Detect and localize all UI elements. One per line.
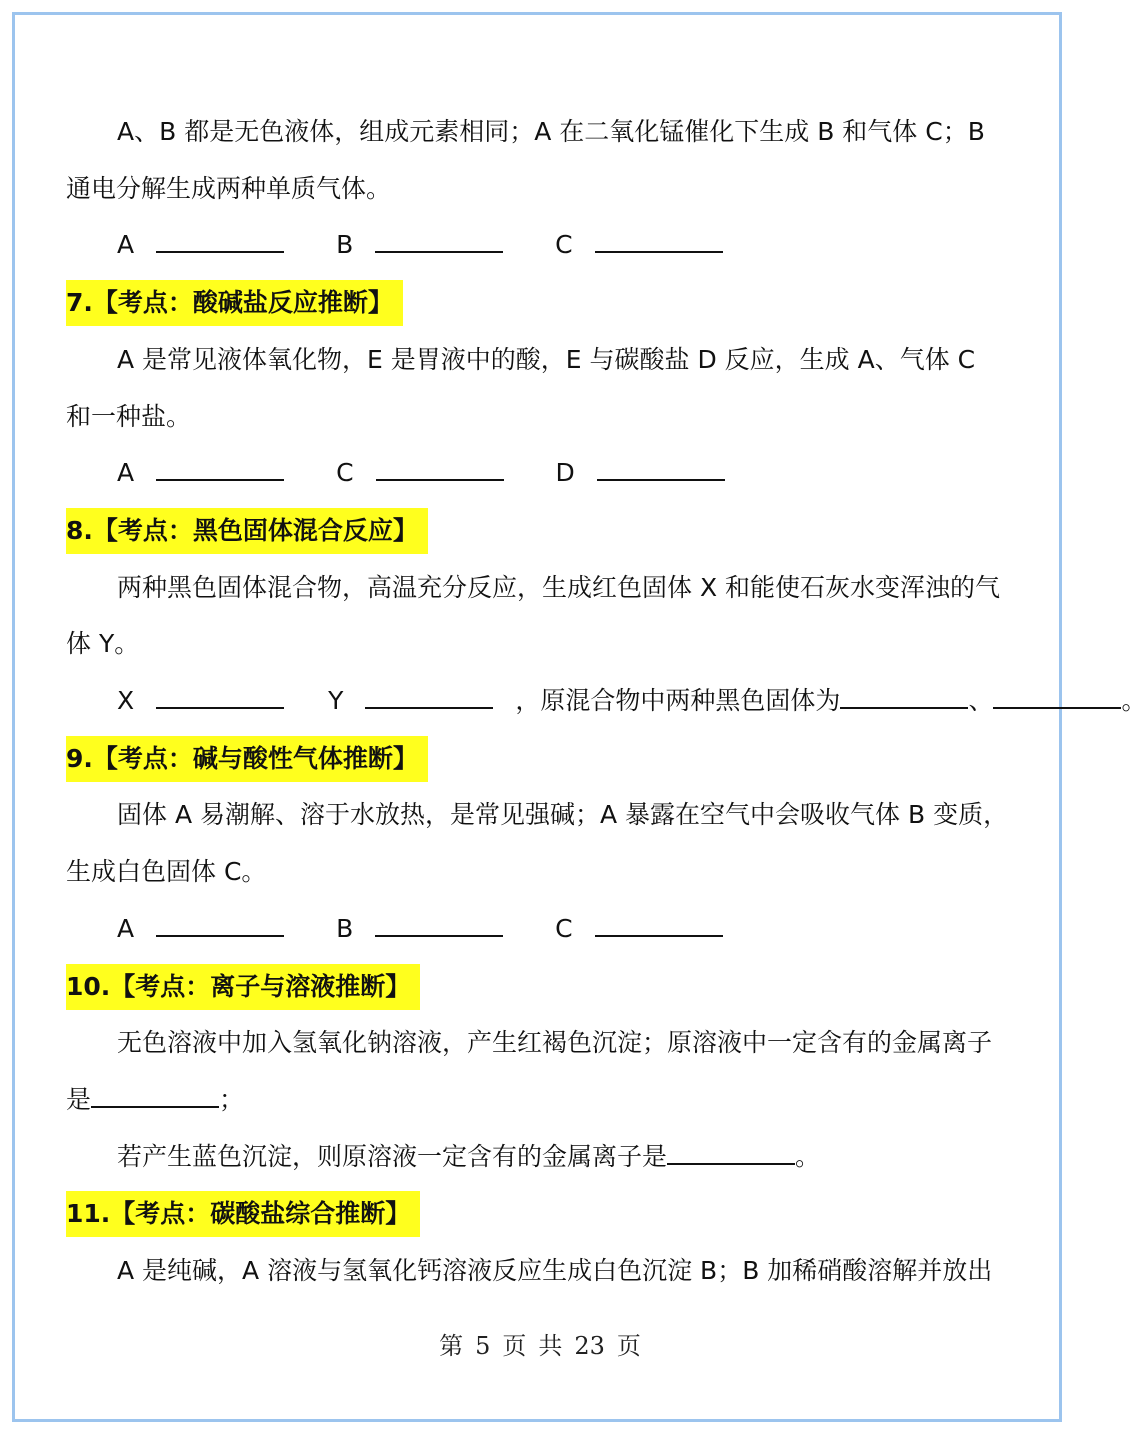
q9-blank-c[interactable] bbox=[595, 935, 723, 937]
q6-blank-b[interactable] bbox=[375, 251, 503, 253]
q9-blank-label-a: A bbox=[117, 913, 135, 943]
q6-text-line1: A、B 都是无色液体，组成元素相同；A 在二氧化锰催化下生成 B 和气体 C；B bbox=[117, 117, 985, 146]
q10-line3-end: 。 bbox=[795, 1141, 821, 1171]
q8-blank-x[interactable] bbox=[156, 707, 284, 709]
q11-text-line1: A 是纯碱，A 溶液与氢氧化钙溶液反应生成白色沉淀 B；B 加稀硝酸溶解并放出 bbox=[117, 1256, 993, 1286]
q6-blank-label-b: B bbox=[336, 230, 354, 260]
q10-line3-text: 若产生蓝色沉淀，则原溶液一定含有的金属离子是 bbox=[117, 1141, 668, 1171]
q7-blank-label-d: D bbox=[555, 458, 575, 488]
q9-heading: 9.【考点：碱与酸性气体推断】 bbox=[66, 736, 428, 782]
footer-gong: 共 bbox=[538, 1332, 563, 1360]
footer-ye2: 页 bbox=[616, 1332, 641, 1360]
q7-blank-c[interactable] bbox=[376, 479, 504, 481]
q9-text-line1: 固体 A 易潮解、溶于水放热，是常见强碱；A 暴露在空气中会吸收气体 B 变质， bbox=[117, 800, 1009, 830]
q8-end-mark: 。 bbox=[1121, 686, 1146, 716]
q9-blank-label-c: C bbox=[555, 913, 573, 943]
q9-answer-blanks bbox=[66, 901, 1026, 958]
q8-blank-solid1[interactable] bbox=[840, 707, 968, 709]
q10-heading: 10.【考点：离子与溶液推断】 bbox=[66, 964, 420, 1010]
q9-blank-b[interactable] bbox=[375, 935, 503, 937]
q10-text-line1: 无色溶液中加入氢氧化钠溶液，产生红褐色沉淀；原溶液中一定含有的金属离子 bbox=[117, 1028, 993, 1058]
page-footer bbox=[0, 1326, 1080, 1361]
q8-separator: 、 bbox=[968, 686, 994, 716]
q6-blank-c[interactable] bbox=[595, 251, 723, 253]
footer-ye1: 页 bbox=[502, 1332, 527, 1360]
q6-blank-label-a: A bbox=[117, 230, 135, 260]
q6-blank-a[interactable] bbox=[156, 251, 284, 253]
q7-text-line2: 和一种盐。 bbox=[66, 401, 192, 431]
q10-text-line2 bbox=[66, 1072, 1026, 1129]
q11-heading: 11.【考点：碳酸盐综合推断】 bbox=[66, 1191, 420, 1237]
q10-blank-ion1[interactable] bbox=[91, 1106, 219, 1108]
q8-blank-y[interactable] bbox=[365, 707, 493, 709]
q10-line2-prefix: 是 bbox=[66, 1084, 92, 1114]
q7-blank-d[interactable] bbox=[597, 479, 725, 481]
q10-blank-ion2[interactable] bbox=[667, 1163, 795, 1165]
q8-blank-label-y: Y bbox=[328, 686, 344, 716]
q8-answer-blanks bbox=[66, 673, 1146, 730]
q8-text-line1: 两种黑色固体混合物，高温充分反应，生成红色固体 X 和能使石灰水变浑浊的气 bbox=[117, 572, 1001, 602]
q7-text-line1: A 是常见液体氧化物，E 是胃液中的酸，E 与碳酸盐 D 反应，生成 A、气体 C bbox=[117, 344, 976, 374]
q8-blank-solid2[interactable] bbox=[993, 707, 1121, 709]
q7-blank-a[interactable] bbox=[156, 479, 284, 481]
q8-blank-label-x: X bbox=[117, 686, 135, 716]
footer-page-number: 5 bbox=[475, 1332, 491, 1360]
q10-text-line3 bbox=[66, 1129, 1026, 1186]
q8-tail-text: ，原混合物中两种黑色固体为 bbox=[515, 686, 841, 716]
q9-blank-label-b: B bbox=[336, 913, 354, 943]
q9-blank-a[interactable] bbox=[156, 935, 284, 937]
q8-text-line2: 体 Y。 bbox=[66, 629, 140, 659]
q6-text-line2: 通电分解生成两种单质气体。 bbox=[66, 173, 392, 203]
q7-blank-label-a: A bbox=[117, 458, 135, 488]
q6-blank-label-c: C bbox=[555, 230, 573, 260]
q10-line2-suffix: ； bbox=[219, 1084, 245, 1114]
q7-blank-label-c: C bbox=[336, 458, 354, 488]
q7-answer-blanks bbox=[66, 445, 1026, 502]
q9-text-line2: 生成白色固体 C。 bbox=[66, 857, 267, 887]
q6-answer-blanks bbox=[66, 217, 1026, 274]
footer-di: 第 bbox=[439, 1332, 464, 1360]
q8-heading: 8.【考点：黑色固体混合反应】 bbox=[66, 508, 428, 554]
footer-total-pages: 23 bbox=[574, 1332, 605, 1360]
document-body bbox=[66, 104, 1146, 1300]
q7-heading: 7.【考点：酸碱盐反应推断】 bbox=[66, 280, 403, 326]
